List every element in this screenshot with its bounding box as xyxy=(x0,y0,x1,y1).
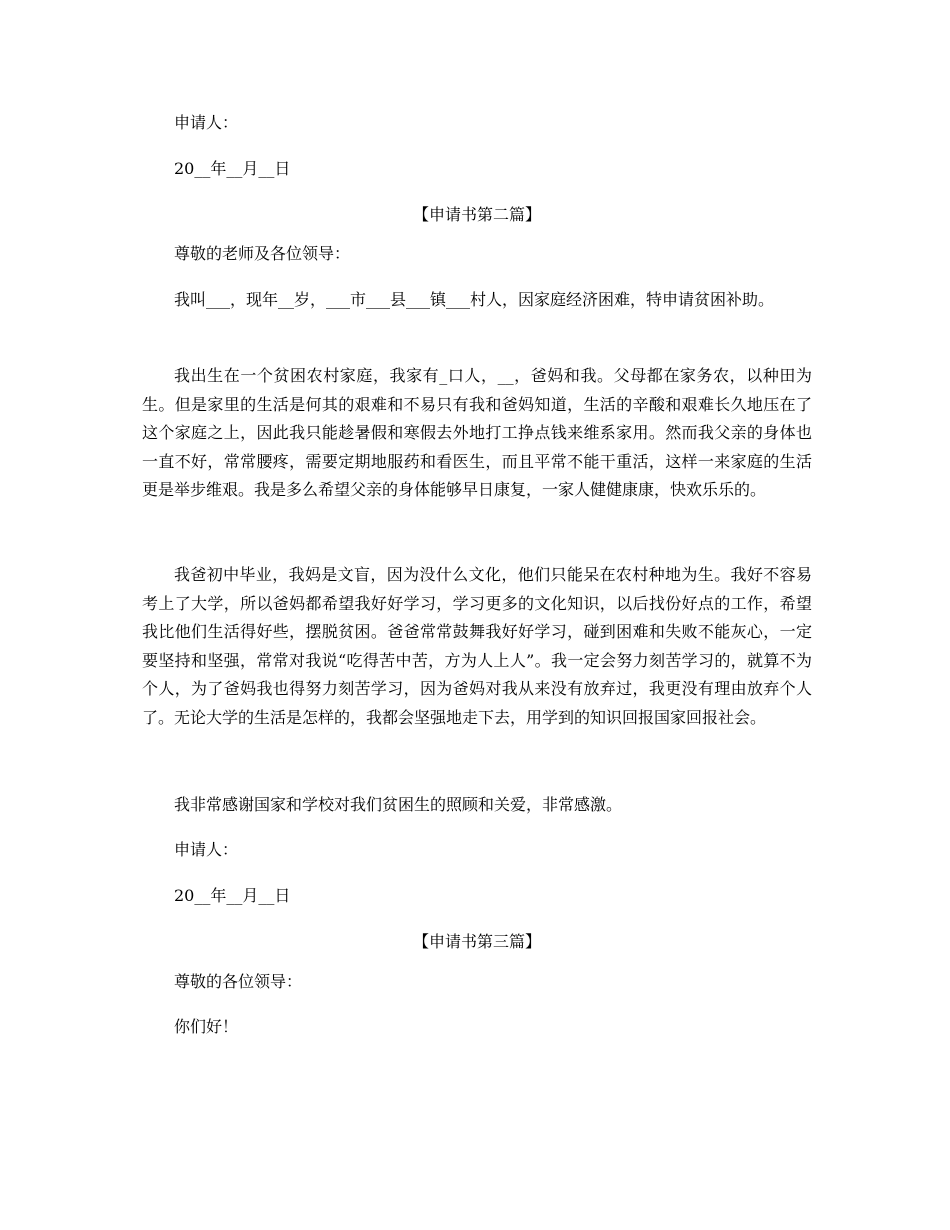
applicant-label: 申请人： xyxy=(174,113,239,132)
paragraph-intro: 我叫___，现年__岁，___市___县___镇___村人，因家庭经济困难，特申请贫困补助。 xyxy=(174,290,775,309)
applicant-label: 申请人： xyxy=(174,840,239,859)
date-line: 20__年__月__日 xyxy=(174,159,291,178)
greeting: 你们好！ xyxy=(174,1017,239,1036)
salutation: 尊敬的各位领导： xyxy=(174,972,303,991)
date-line: 20__年__月__日 xyxy=(174,886,291,905)
section-heading-2: 【申请书第二篇】 xyxy=(412,205,541,224)
thanks-line: 我非常感谢国家和学校对我们贫困生的照顾和关爱，非常感激。 xyxy=(174,795,623,814)
section-heading-3: 【申请书第三篇】 xyxy=(412,932,541,951)
paragraph-parents: 我爸初中毕业，我妈是文盲，因为没什么文化，他们只能呆在农村种地为生。我好不容易考上了大学，所以爸妈都希望我好好学习，学习更多的文化知识，以后找份好点的工作，希望我比他们生活得好些，摆脱贫困。爸爸常常鼓舞我好好学习，碰到困难和失败不能灰心，一定要坚持和坚强，常常对我说“吃得苦中苦，方为人上人”。我一定会努力刻苦学习的，就算不为个人，为了爸妈我也得努力刻苦学习，因为爸妈对我从来没有放弃过，我更没有理由放弃个人了。无论大学的生活是怎样的，我都会坚强地走下去，用学到的知识回报国家回报社会。 xyxy=(142,565,812,727)
paragraph-family: 我出生在一个贫困农村家庭，我家有_口人，__，爸妈和我。父母都在家务农，以种田为生。但是家里的生活是何其的艰难和不易只有我和爸妈知道，生活的辛酸和艰难长久地压在了这个家庭之上，因此我只能趁暑假和寒假去外地打工挣点钱来维系家用。然而我父亲的身体也一直不好，常常腰疼，需要定期地服药和看医生，而且平常不能干重活，这样一来家庭的生活更是举步维艰。我是多么希望父亲的身体能够早日康复，一家人健健康康，快欢乐乐的。 xyxy=(142,366,812,499)
salutation: 尊敬的老师及各位领导： xyxy=(174,244,351,263)
